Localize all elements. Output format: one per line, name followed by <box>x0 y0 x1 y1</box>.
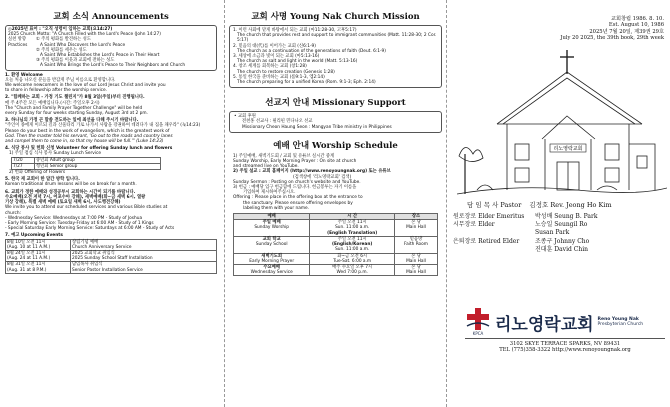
table-cell: 7/27 <box>12 163 35 169</box>
announcement-line: 2) 헌화 Offering of Flowers <box>9 170 66 176</box>
event-date-en: (Aug. 31 at 8 P.M.) <box>7 267 47 273</box>
lunch-service-table <box>11 157 161 170</box>
pastor-name: 김정호 Rev. Jeong Ho Kim <box>529 200 612 209</box>
table-cell <box>71 239 217 250</box>
table-cell <box>234 220 310 237</box>
elder-name: 박성배 Seung B. Park <box>535 212 598 220</box>
bulletin-date: 2025년 7월 20일, 제39권 29호 <box>589 28 664 35</box>
table-header: 장소 <box>395 214 438 220</box>
logo-row <box>465 308 665 336</box>
announcement-head: 4. 식당 봉사 및 헌화 신청 Volunteer for offering Sunday lunch and flowers <box>5 146 173 152</box>
mission-en: The church that provides rest and support to immigrant communities (Matt. 11:28-30; 2 Cor. 5:17) <box>237 33 437 44</box>
table-cell: 7/20 <box>12 157 35 163</box>
mission-en: The church as salt and light in the world (Matt. 5:13-16) <box>237 59 358 65</box>
cover-column <box>446 0 670 407</box>
elder-row <box>453 246 664 254</box>
service-place: 본 당 <box>411 253 421 259</box>
event-name-en: Senior Pastor Installation Service <box>72 267 143 273</box>
church-name-en: Reno Young Nak <box>597 316 639 322</box>
senior-pastor <box>467 200 664 209</box>
worship-line: the sanctuary. Please ensure offering envelopes by <box>243 200 353 206</box>
service-name: 수요예배 <box>263 264 280 270</box>
service-name: 교회 학교 <box>262 236 281 242</box>
mission-ko: 5. 통일 한국을 준비하는 교회 (롬9:1-3, 엡2:14) <box>233 74 325 80</box>
events-table <box>5 239 217 274</box>
announcement-line: 매 주 4주간 모든 예배입니다.(시간: 주일오후 2시) <box>5 100 100 106</box>
motto-line: ◎2025년 표어 : "오직 성령이 임하는 교회(요14:27) <box>8 27 113 32</box>
event-date: 8월 31일 오전 11시 <box>7 262 46 268</box>
table-cell <box>71 262 217 273</box>
announcement-1 <box>5 73 217 94</box>
table-row <box>234 264 438 275</box>
table-header: 시 간 <box>310 214 395 220</box>
announcement-line: 수요예배(오전 저녁 7시, 어포수아 강해), 새벽예배(화~금 새벽 6시, 열왕 <box>5 194 146 200</box>
table-cell <box>310 253 395 264</box>
service-time: 주일 오전 11시 <box>337 220 367 226</box>
announcement-line: The "Church and Family Prayer Together Challenge" will be held <box>5 105 143 111</box>
kpca-cross-logo-icon <box>465 308 491 336</box>
service-time-note: Sun. 11:00 a.m. <box>335 247 370 253</box>
announcement-line: Korean traditional drum lessons will be on break for a month. <box>5 182 137 188</box>
elder-name: 진대훈 David Chin <box>535 246 588 254</box>
announcement-line: Please do your best in the work of evangelism, which is the greatest work of <box>5 128 170 134</box>
church-logo-block <box>465 308 665 354</box>
support-line: 전천홍 선교사 : 필리핀 민다나오 선교 <box>242 119 313 125</box>
table-cell <box>234 236 310 253</box>
church-denomination-en: Presbyterian Church <box>597 322 644 327</box>
worship-line: Sunday Worship, Early Morning Prayer : On site at church <box>233 159 357 165</box>
service-time-note: (English Translation) <box>327 230 378 236</box>
practice-item: A Saint Who Establishes the Lord's Peace in Their Heart <box>40 53 160 59</box>
worship-schedule-table <box>233 213 438 276</box>
service-time-en: Wed 7:00 p.m. <box>336 270 368 276</box>
mission-item <box>233 75 438 85</box>
elder-role <box>453 246 535 254</box>
announcement-head: 2. "함께하는 교회 - 가정 기도 챌린지"가 8월 3일(주일)부터 진행됩니다. <box>5 95 145 101</box>
mission-en: The church as a continuation of the generations of faith (Deut. 6:1-9) <box>237 48 386 54</box>
service-place: 믿음방 <box>409 236 423 242</box>
mission-item <box>233 44 438 54</box>
worship-line: 1) 주일예배, 새벽기도회 / 교회 및 유튜브 실시간 중계 <box>233 153 335 159</box>
table-cell <box>395 236 438 253</box>
announcement-2 <box>5 95 217 116</box>
announcement-6 <box>5 190 217 232</box>
church-address: 3102 SKYE TERRACE SPARKS, NV 89431 <box>509 341 621 347</box>
practice-list <box>36 37 214 68</box>
service-time-en: (English/Korean) <box>332 242 373 248</box>
elder-row <box>453 221 664 229</box>
mission-ko: 4. 창조 세계를 회복하는 교회 (창1:28) <box>233 64 307 70</box>
event-name-en: Church Anniversary Service <box>72 244 132 250</box>
announcement-7 <box>5 233 217 273</box>
worship-line: labeling them with your name. <box>243 205 310 211</box>
service-name-en: Sunday Worship <box>254 225 290 231</box>
church-motto-box <box>5 25 217 71</box>
table-cell <box>6 250 71 261</box>
announcement-4 <box>5 146 217 175</box>
table-cell <box>395 264 438 275</box>
table-cell <box>310 220 395 237</box>
practice-heading: 실천 방향 <box>8 37 26 43</box>
announcement-head: 5. 한국 재 교회이 한 달간 방학 입니다. <box>5 177 80 183</box>
mission-column <box>224 0 446 407</box>
table-row <box>234 236 438 253</box>
elder-role: 원로장로 Elder Emeritus <box>453 212 525 220</box>
worship-line: 기입하여 제시하여주십시오. <box>243 190 296 196</box>
table-row <box>6 239 217 250</box>
table-row <box>234 253 438 264</box>
service-name: 주일 예배 <box>262 220 281 226</box>
worship-line: and streamed live on YouTube. <box>233 164 299 170</box>
service-name-en: Early Morning Prayer <box>249 258 295 264</box>
service-place-en: Main Hall <box>406 270 426 276</box>
practice-item: A Saint Who Discovers the Lord's Peace <box>40 42 126 48</box>
table-cell <box>395 220 438 237</box>
elder-role <box>453 229 535 237</box>
worship-line: Offering : Please place in the offering box at the entrance to <box>233 195 363 201</box>
bulletin-info <box>453 16 664 42</box>
founded-date: 교회창립 1986. 8. 10. <box>610 16 664 22</box>
announcement-head: 6. 교회가 정한 예배와 성경공부시 교회하는 시간이 되기를 바랍니다. <box>5 189 136 195</box>
elder-row <box>453 238 664 246</box>
service-time: 매주 수요일 오후 7시 <box>332 264 373 270</box>
event-date: 8월 10일 오전 11시 <box>7 239 46 245</box>
service-place-en: Main Hall <box>406 225 426 231</box>
pastor-label: 담 임 목 사 <box>467 200 499 209</box>
service-place-en: Faith Room <box>404 242 428 248</box>
mission-item <box>233 54 438 64</box>
missionary-support-box <box>229 111 442 133</box>
announcement-line: 1) 주일 점심 식사 봉사 Sunday Lunch Service <box>9 151 101 157</box>
elder-name: Susan Park <box>535 229 570 237</box>
service-place: 본 당 <box>411 264 421 270</box>
table-row <box>12 163 161 169</box>
founded-date-en: Est. August 10, 1986 <box>608 22 664 29</box>
announcement-line: God. Then the master told his servant, 'Go out to the roads and country lanes <box>5 133 173 139</box>
announcement-3 <box>5 118 217 144</box>
table-row <box>6 262 217 273</box>
service-place-en: Main Hall <box>406 258 426 264</box>
event-name-en: 2025 Sunday School Staff Installation <box>72 256 153 262</box>
mission-ko: 2. 믿음의 대(代)를 이어가는 교회 (신6:1-9) <box>233 43 316 49</box>
table-cell <box>395 253 438 264</box>
elder-row <box>453 213 664 221</box>
church-contact: TEL (775)358-3322 http://www.renoyoungnak.org <box>499 347 631 354</box>
table-cell: 청년회 Senior group <box>35 163 161 169</box>
motto-en: 2025 Church Motto: "A Church Filled with the Lord's Peace (John 14:27) <box>8 32 161 38</box>
announcement-line: - Early Morning Service: Tuesday-Friday at 6:00 AM - Study of 1 Kings <box>5 220 154 226</box>
service-time-en: Sun. 11:00 a.m. <box>335 225 370 231</box>
elder-role: 시무장로 Elder <box>453 221 495 229</box>
announcements-column <box>0 0 222 407</box>
service-name-en: Sunday School <box>255 242 288 248</box>
practice-label-block <box>8 37 36 68</box>
practices-row <box>8 37 214 68</box>
table-row <box>6 250 217 261</box>
announcement-line: We invite you to attend our scheduled services and various Bible studies at <box>5 205 168 211</box>
mission-box <box>229 25 442 88</box>
announcement-head: 3. 하나님의 가정 곤 말씀 전도하는 일에 최선을 다해 주시기 바랍니다. <box>5 118 139 124</box>
event-name: 창립기념 예배 <box>72 239 99 245</box>
table-cell: 중년회 Adult group <box>35 157 161 163</box>
practice-label: Practices <box>8 42 28 48</box>
table-cell <box>234 253 310 264</box>
mission-en: The church to restore creation (Genesis 1:28) <box>237 69 335 75</box>
support-line: Missionary Cheon Haung Seon : Mangyan Tribe ministry in Philippines <box>242 124 392 130</box>
worship-line: (검색창에 '리노영락교회' 검색) <box>293 174 352 180</box>
announcement-line: 오늘 처음 나오신 분들을 반갑게 주님 이름으로 환영합니다. <box>5 77 116 83</box>
mission-item <box>233 64 438 74</box>
table-cell <box>71 250 217 261</box>
practice-item: ① 주의 평화를 발견하는 성도 <box>36 37 91 43</box>
event-date-en: (Aug. 24 at 11 A.M.) <box>7 256 51 262</box>
church-building-illustration <box>457 44 667 196</box>
table-cell <box>310 264 395 275</box>
table-row <box>234 220 438 237</box>
worship-schedule-title: 예배 안내 Worship Schedule <box>273 140 398 151</box>
mission-item <box>233 28 438 44</box>
announcement-head: 7. 예고 Upcoming Events <box>5 233 63 239</box>
event-name: 담임목사 취임식 <box>72 262 103 268</box>
elder-name: 조종구 Johnny Cho <box>535 237 590 245</box>
worship-line: 2) 주일 설교 : 교회 홈페이지 (http://www.renoyoungnak.org) 또는 유튜브 <box>233 169 391 175</box>
announcement-line: "주인이 종에게 이르되 길과 산울타리 가로 나가서 사람을 강권하여 데려다가 내 집을 채우라" (눅14:23) <box>5 123 201 129</box>
elders-list <box>453 213 664 255</box>
table-cell <box>234 264 310 275</box>
service-name: 새벽기도회 <box>261 253 283 259</box>
event-date-en: (Aug. 10 at 11 A.M.) <box>7 244 51 250</box>
elder-row <box>453 229 664 237</box>
practice-item: ② 주의 평화를 세우는 성도 <box>36 47 87 53</box>
announcements-title: 교회 소식 Announcements <box>53 12 169 22</box>
worship-info <box>229 154 442 211</box>
table-cell <box>310 236 395 253</box>
church-name-logo: 리노영락교회 <box>495 314 594 335</box>
bulletin-date-en: July 20 2025, the 39th book, 29th week <box>560 35 664 42</box>
announcement-line: church: <box>5 210 22 216</box>
service-time: 화~금 오전 6시 <box>337 253 368 259</box>
mission-title: 교회 사명 Young Nak Church Mission <box>251 12 420 22</box>
church-name-en-block <box>598 317 644 327</box>
service-time-en: Tue-Sat. 6:00 a.m <box>333 258 372 264</box>
elder-name: 노승일 Seungil Ro <box>535 221 588 229</box>
kpca-text: KPCA <box>472 331 484 336</box>
worship-line: 3) 헌금 : 예배당 입구 헌금함에 드립니다. 헌금봉투는 자기 이름을 <box>233 185 357 191</box>
mission-ko: 3. 세상에 소금과 빛이 되는 교회 (마5:13-16) <box>233 54 320 60</box>
mission-ko: 1. 이런 사회에 맡게 바탕에서 되는 교회 (마11:28-30, 고후5:17) <box>233 28 357 33</box>
announcement-5 <box>5 177 217 187</box>
announcement-line: We welcome newcomers in the love of our Lord Jesus Christ and invite you <box>5 83 166 89</box>
announcement-line: - Wednesday Service: Wednesdays at 7:00 PM - Study of Joshua <box>5 215 143 221</box>
announcement-line: to share in fellowship after the worship service. <box>5 88 108 94</box>
practice-item: A Saint Who Brings the Lord's Peace to Their Neighbors and Church <box>40 63 186 69</box>
pastor-label-en: Pastor <box>500 200 522 209</box>
elder-role: 은퇴장로 Retired Elder <box>453 237 520 245</box>
support-line: • 교회 후원 <box>234 114 256 120</box>
announcement-line: and compel them to come in, so that my house will be full.'" (Luke 14:23) <box>5 139 164 145</box>
announcement-line: - Special Saturday Early Morning Service: Saturdays at 6:00 AM - Study of Acts <box>5 226 175 232</box>
event-date: 8월 24일 오전 11시 <box>7 250 46 256</box>
practice-item: ③ 주의 평화를 이웃과 교회에 전하는 성도 <box>36 58 115 64</box>
logo-divider <box>465 338 665 339</box>
service-place: 본 당 <box>411 220 421 226</box>
table-header: 예배 <box>234 214 310 220</box>
service-time: 주일 오전 11시 <box>337 236 367 242</box>
missionary-support-title: 선교지 안내 Missionary Support <box>265 98 406 109</box>
church-sign-text: 리노영락교회 <box>553 145 583 152</box>
worship-line: Sunday Sermon : Posting on church's website and YouTube. <box>233 179 361 185</box>
mission-en: The church preparing for a unified Korea (Rom. 9:1-3; Eph. 2:14) <box>237 80 376 86</box>
table-cell <box>6 239 71 250</box>
service-name-en: Wednesday Service <box>250 270 293 276</box>
announcement-line: every Sunday for four weeks starting Sunday, August 3rd at 2 pm. <box>5 111 148 117</box>
announcement-line: 기상 강해), 특별 새벽 예배 (토요일 새벽 6시, 사도행전강해) <box>5 200 121 206</box>
announcement-head: 1. 환영 Welcome <box>5 72 43 78</box>
event-name: 2025 교회학교 취임식 <box>72 250 115 256</box>
table-cell <box>6 262 71 273</box>
